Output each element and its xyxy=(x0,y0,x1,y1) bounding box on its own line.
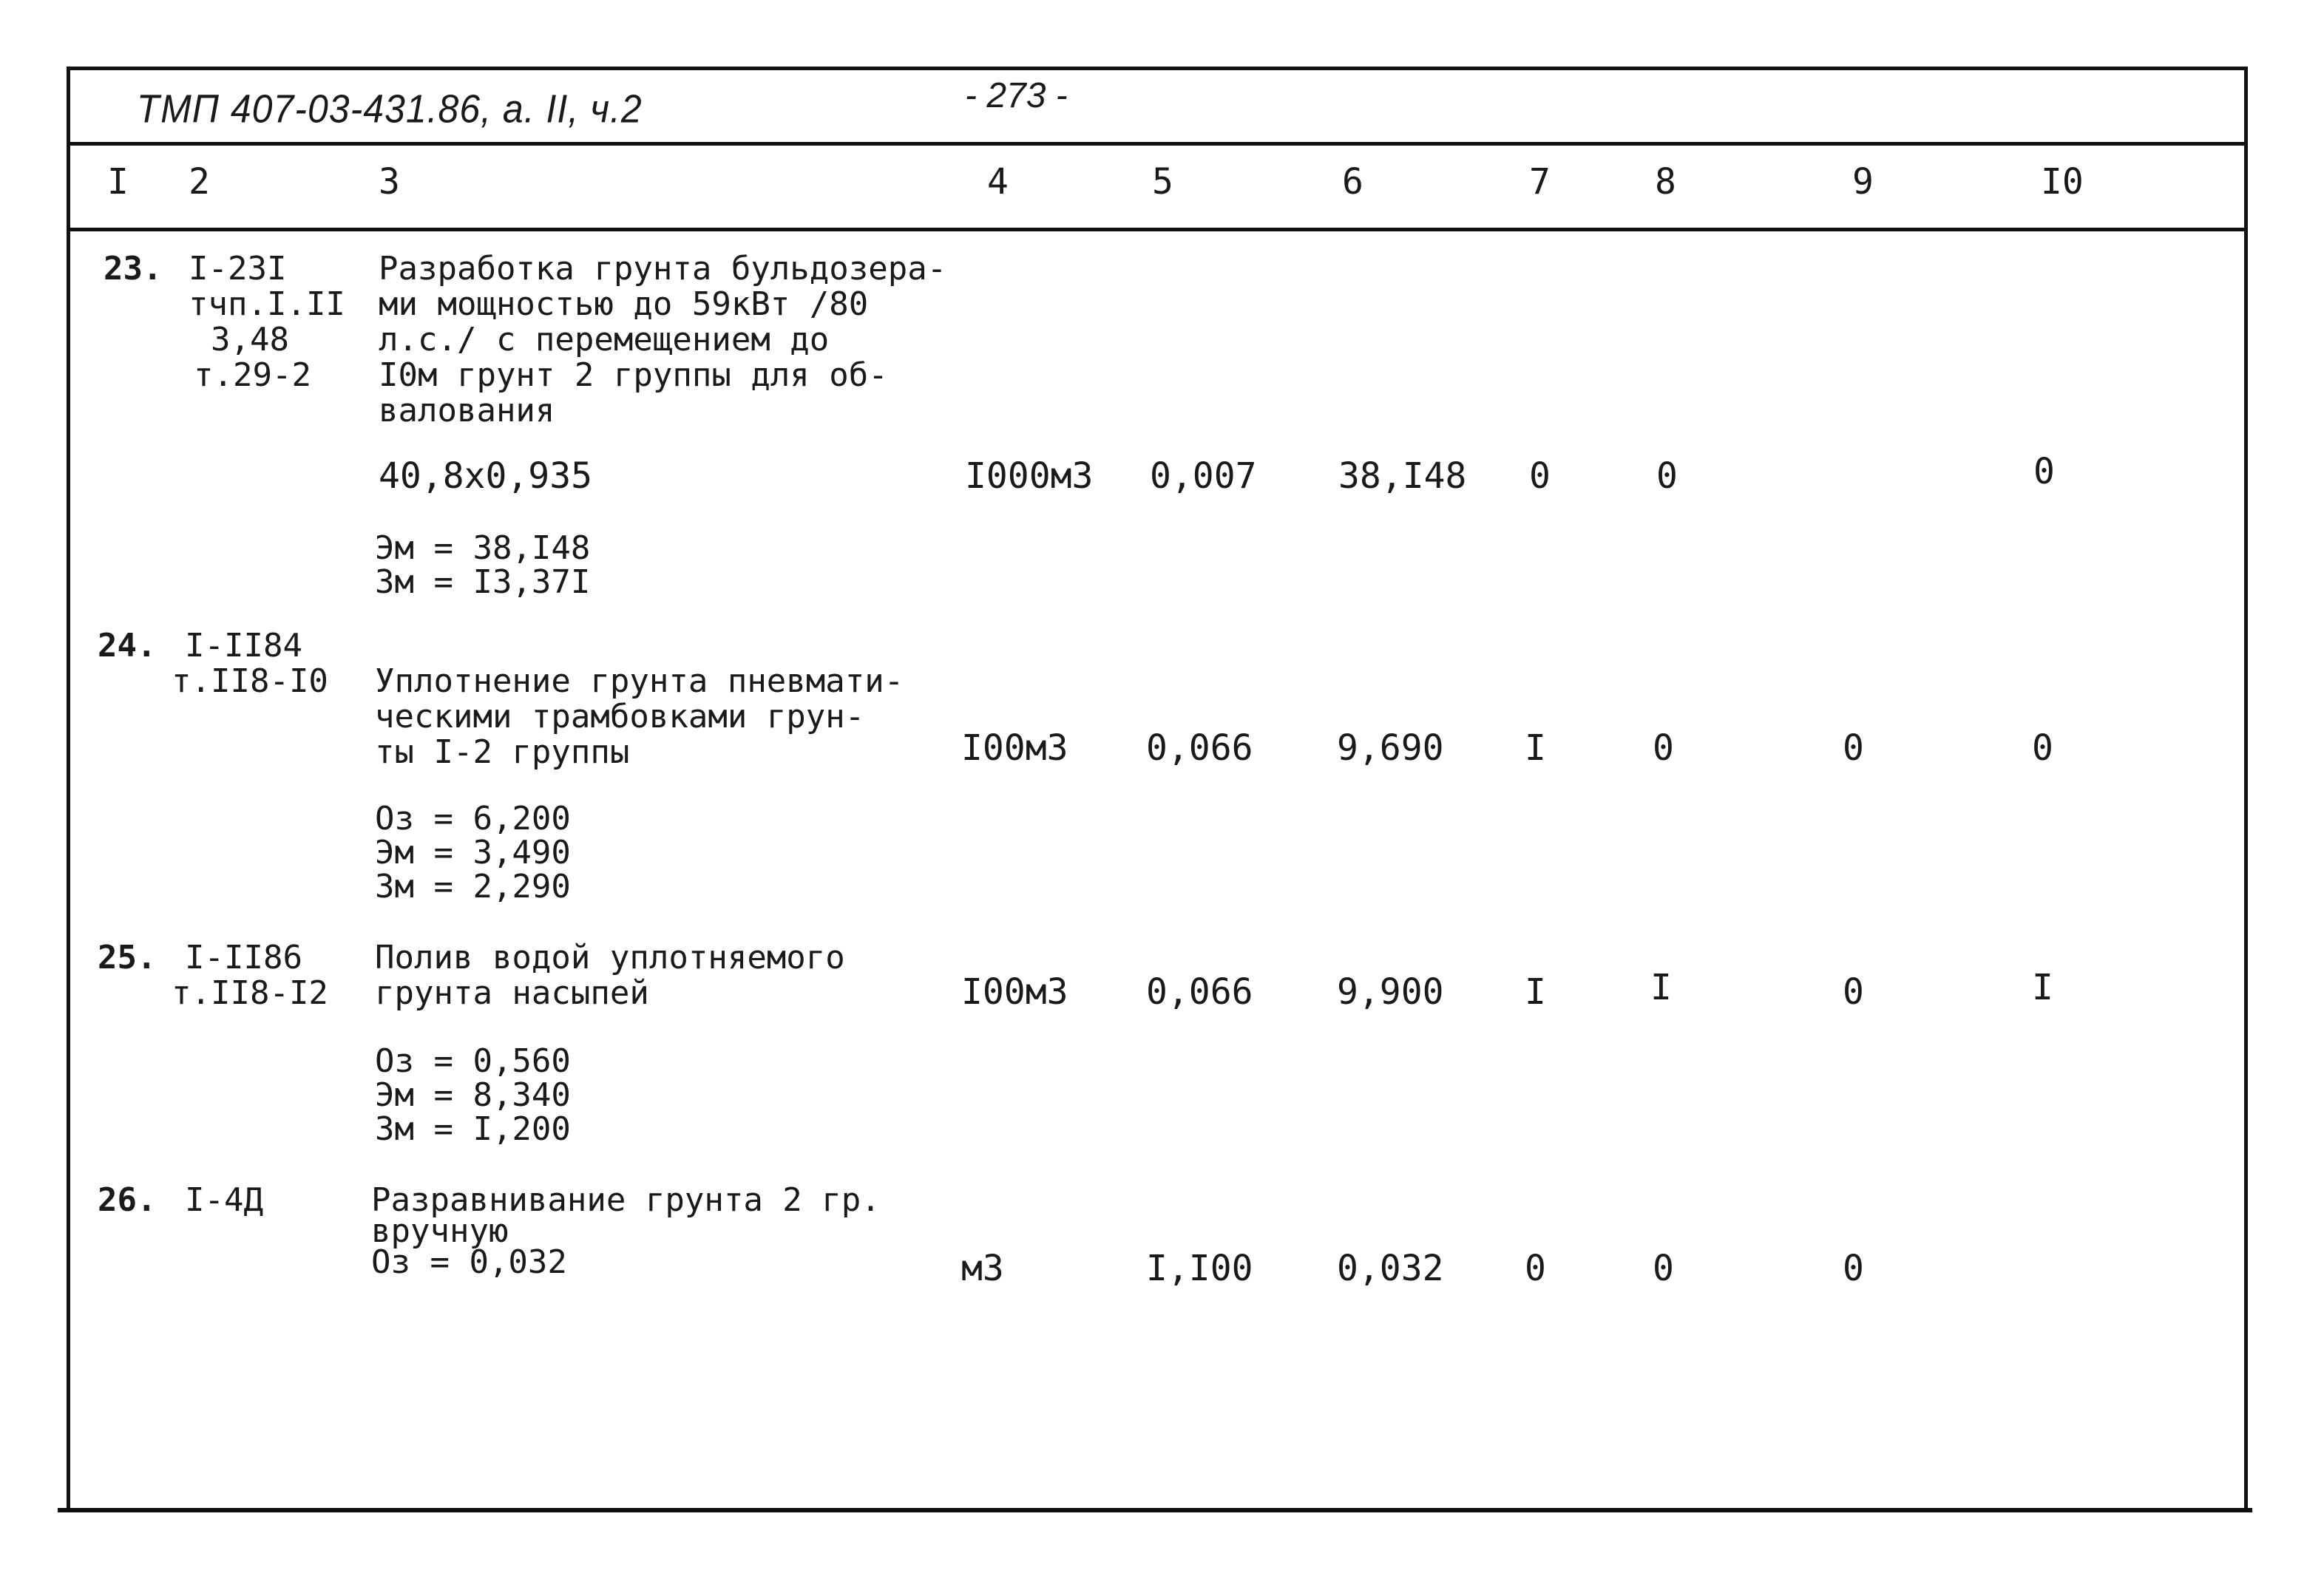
col10-cell: 0 xyxy=(2032,727,2053,769)
unit-cell: I000м3 xyxy=(965,455,1094,497)
column-number-6: 6 xyxy=(1342,161,1363,203)
cost-note: Эм = 3,490 xyxy=(375,834,571,872)
rate-code: т.II8-I0 xyxy=(172,662,328,700)
column-header-rule xyxy=(67,228,2248,231)
cost-note: Эм = 8,340 xyxy=(375,1076,571,1114)
column-number-2: 2 xyxy=(189,161,210,203)
row-number: 25. xyxy=(98,939,157,976)
page-number: - 273 - xyxy=(965,76,1068,115)
cost-note: Зм = I,200 xyxy=(375,1110,571,1148)
row-number: 24. xyxy=(98,627,157,665)
work-description: ты I-2 группы xyxy=(375,733,630,771)
document-code: ТМП 407-03-431.86, а. II, ч.2 xyxy=(137,86,643,132)
frame-bottom-edge xyxy=(58,1508,2252,1512)
work-description: л.с./ с перемещением до xyxy=(379,321,830,359)
rate-code: I-4Д xyxy=(185,1181,263,1219)
col8-cell: 0 xyxy=(1653,1248,1674,1289)
col7-cell: I xyxy=(1525,971,1546,1013)
quantity-cell: I,I00 xyxy=(1146,1248,1253,1289)
work-description: вручную xyxy=(371,1212,509,1250)
frame-left-edge xyxy=(67,67,70,1512)
rate-code: I-II86 xyxy=(185,939,302,976)
col7-cell: 0 xyxy=(1525,1248,1546,1289)
work-description: ми мощностью до 59кВт /80 xyxy=(379,285,869,323)
quantity-cell: 0,066 xyxy=(1146,727,1253,769)
rate-code: тчп.I.II xyxy=(189,285,345,323)
rate-code: т.29-2 xyxy=(194,356,311,394)
col8-cell: I xyxy=(1650,967,1672,1008)
unit-cell: м3 xyxy=(961,1248,1004,1289)
quantity-cell: 0,007 xyxy=(1150,455,1257,497)
col8-cell: 0 xyxy=(1653,727,1674,769)
col7-cell: I xyxy=(1525,727,1546,769)
quantity-formula: 40,8х0,935 xyxy=(379,455,592,497)
cost-note: Оз = 6,200 xyxy=(375,800,571,838)
rate-code: т.II8-I2 xyxy=(172,974,328,1012)
rate-code: I-23I xyxy=(189,250,287,288)
col7-cell: 0 xyxy=(1529,455,1551,497)
work-description: валования xyxy=(379,392,555,429)
rate-code: 3,48 xyxy=(211,321,289,359)
col9-cell: 0 xyxy=(1843,727,1864,769)
col10-cell: 0 xyxy=(2033,451,2055,492)
column-number-10: I0 xyxy=(2041,161,2084,203)
rate-code: I-II84 xyxy=(185,627,302,665)
column-number-7: 7 xyxy=(1529,161,1551,203)
work-description: Разравнивание грунта 2 гр. xyxy=(371,1181,881,1219)
row-number: 23. xyxy=(104,250,163,288)
cost-note: Оз = 0,560 xyxy=(375,1042,571,1080)
price-cell: 9,690 xyxy=(1337,727,1444,769)
col8-cell: 0 xyxy=(1656,455,1678,497)
column-number-8: 8 xyxy=(1655,161,1676,203)
col10-cell: I xyxy=(2032,967,2053,1008)
price-cell: 0,032 xyxy=(1337,1248,1444,1289)
row-number: 26. xyxy=(98,1181,157,1219)
cost-note: Зм = I3,37I xyxy=(375,563,591,601)
column-number-3: 3 xyxy=(379,161,400,203)
work-description: I0м грунт 2 группы для об- xyxy=(379,356,888,394)
work-description: ческими трамбовками грун- xyxy=(375,698,865,735)
header-rule xyxy=(67,142,2248,146)
work-description: грунта насыпей xyxy=(375,974,649,1012)
work-description: Уплотнение грунта пневмати- xyxy=(375,662,904,700)
unit-cell: I00м3 xyxy=(961,971,1068,1013)
col9-cell: 0 xyxy=(1843,1248,1864,1289)
column-number-4: 4 xyxy=(987,161,1009,203)
column-number-9: 9 xyxy=(1852,161,1874,203)
work-description: Разработка грунта бульдозера- xyxy=(379,250,947,288)
unit-cell: I00м3 xyxy=(961,727,1068,769)
col9-cell: 0 xyxy=(1843,971,1864,1013)
quantity-cell: 0,066 xyxy=(1146,971,1253,1013)
column-number-5: 5 xyxy=(1152,161,1173,203)
cost-note: Зм = 2,290 xyxy=(375,868,571,906)
price-cell: 9,900 xyxy=(1337,971,1444,1013)
work-description: Полив водой уплотняемого xyxy=(375,939,845,976)
price-cell: 38,I48 xyxy=(1338,455,1467,497)
cost-note: Эм = 38,I48 xyxy=(375,529,591,567)
cost-note: Оз = 0,032 xyxy=(371,1243,567,1281)
column-number-1: I xyxy=(107,161,129,203)
